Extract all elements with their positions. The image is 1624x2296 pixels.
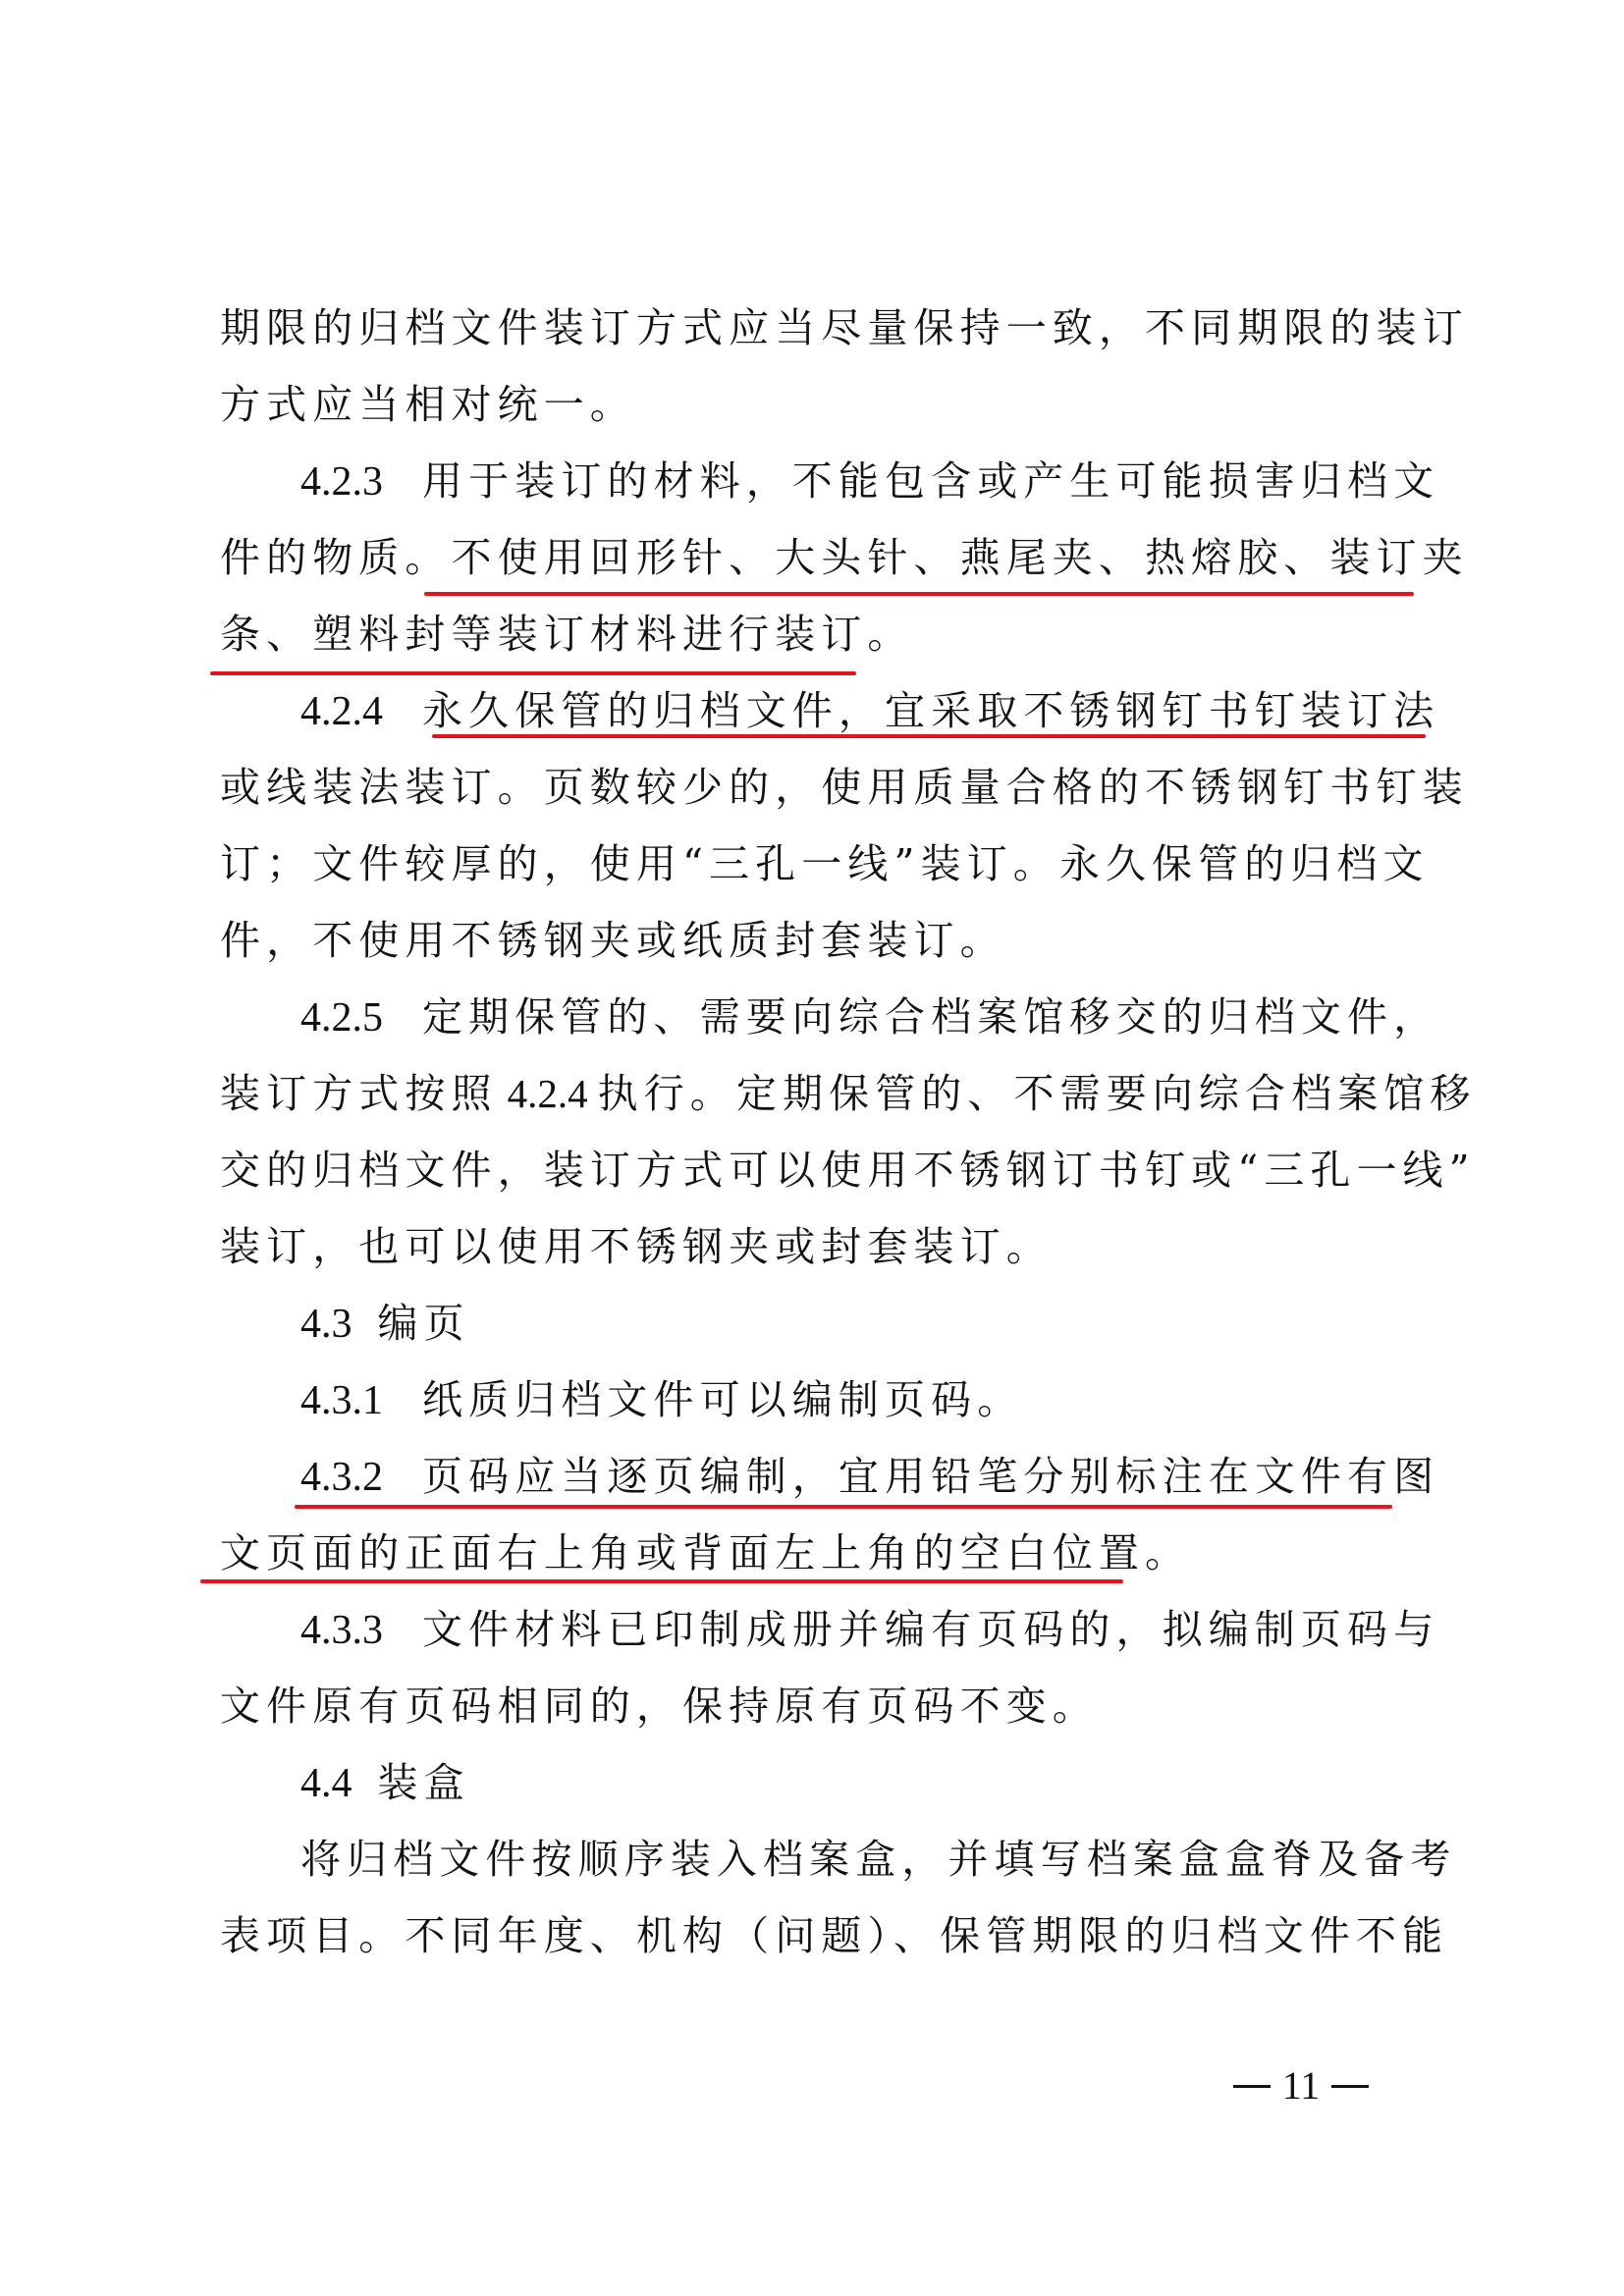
- clause-4-3-1: [300, 1370, 1414, 1429]
- line-text: 装订方式按照: [220, 1070, 498, 1117]
- section-number: 4.4: [300, 1761, 352, 1806]
- page-number-value: 11: [1281, 2063, 1321, 2108]
- page-number: [1218, 2061, 1384, 2110]
- section-4-4-heading: [300, 1753, 1414, 1812]
- line-text: 定期保管的、需要向综合档案馆移交的归档文件，: [422, 993, 1440, 1041]
- line-text: 方式应当相对统一。: [220, 381, 636, 428]
- line-text: 文件原有页码相同的，保持原有页码不变。: [220, 1682, 1099, 1730]
- clause-reference: 4.2.4: [507, 1071, 588, 1116]
- line-text: 或线装法装订。页数较少的，使用质量合格的不锈钢钉书钉装: [220, 764, 1469, 811]
- line-text: 纸质归档文件可以编制页码。: [422, 1376, 1024, 1423]
- clause-4-3-3: [300, 1600, 1440, 1659]
- line-text: 条、塑料封等装订材料进行装订。: [220, 611, 914, 658]
- line-text: 文件材料已印制成册并编有页码的，拟编制页码与: [422, 1606, 1440, 1653]
- clause-number: 4.2.4: [300, 689, 383, 734]
- text-line: [220, 298, 1469, 357]
- red-underline: [200, 1579, 1123, 1583]
- clause-number: 4.3.1: [300, 1378, 383, 1423]
- clause-number: 4.3.3: [300, 1608, 383, 1653]
- line-text: 永久保管的归档文件，宜采取不锈钢钉书钉装订法: [422, 687, 1440, 734]
- text-line: [220, 911, 1414, 970]
- text-line: [300, 1830, 1457, 1889]
- line-text: 表项目。不同年度、机构（问题）、保管期限的归档文件不能: [220, 1912, 1449, 1959]
- clause-number: 4.2.3: [300, 459, 383, 505]
- red-underline: [210, 671, 856, 675]
- line-text: 件的物质。不使用回形针、大头针、燕尾夹、热熔胶、装订夹: [220, 534, 1469, 581]
- clause-4-3-2: [300, 1447, 1440, 1506]
- red-underline: [295, 1505, 1392, 1509]
- clause-4-2-3: [300, 452, 1440, 510]
- line-text: 交的归档文件，装订方式可以使用不锈钢订书钉或“三孔一线”: [220, 1147, 1476, 1194]
- clause-number: 4.3.2: [300, 1455, 383, 1500]
- text-line: [220, 375, 1414, 434]
- line-text: 将归档文件按顺序装入档案盒，并填写档案盒盒脊及备考: [300, 1836, 1457, 1883]
- text-line: [220, 1523, 1414, 1582]
- text-line: [220, 758, 1469, 817]
- line-text: 页码应当逐页编制，宜用铅笔分别标注在文件有图: [422, 1453, 1440, 1500]
- text-line: [220, 1217, 1414, 1276]
- section-title: 装盒: [377, 1759, 470, 1806]
- line-text: 件，不使用不锈钢夹或纸质封套装订。: [220, 917, 1006, 964]
- line-text: 装订，也可以使用不锈钢夹或封套装订。: [220, 1223, 1053, 1270]
- text-line: [220, 1064, 1477, 1123]
- text-line: [220, 1906, 1449, 1965]
- red-underline: [432, 734, 1426, 738]
- text-line: [220, 528, 1469, 587]
- line-text: 用于装订的材料，不能包含或产生可能损害归档文: [422, 457, 1440, 505]
- text-line: [220, 605, 1414, 664]
- text-line: [220, 1677, 1414, 1735]
- section-4-3-heading: [300, 1294, 1414, 1353]
- line-text: 订；文件较厚的，使用“三孔一线”装订。永久保管的归档文: [220, 840, 1430, 887]
- clause-4-2-5: [300, 988, 1440, 1046]
- section-number: 4.3: [300, 1302, 352, 1347]
- dash-left: [1233, 2085, 1271, 2088]
- red-underline: [424, 592, 1414, 596]
- text-line: [220, 834, 1430, 893]
- clause-4-2-4: [300, 681, 1440, 740]
- dash-right: [1331, 2085, 1369, 2088]
- section-title: 编页: [377, 1300, 470, 1347]
- clause-number: 4.2.5: [300, 995, 383, 1041]
- text-line: [220, 1141, 1476, 1200]
- line-text: 执行。定期保管的、不需要向综合档案馆移: [597, 1070, 1477, 1117]
- line-text: 文页面的正面右上角或背面左上角的空白位置。: [220, 1529, 1192, 1576]
- line-text: 期限的归档文件装订方式应当尽量保持一致，不同期限的装订: [220, 304, 1469, 351]
